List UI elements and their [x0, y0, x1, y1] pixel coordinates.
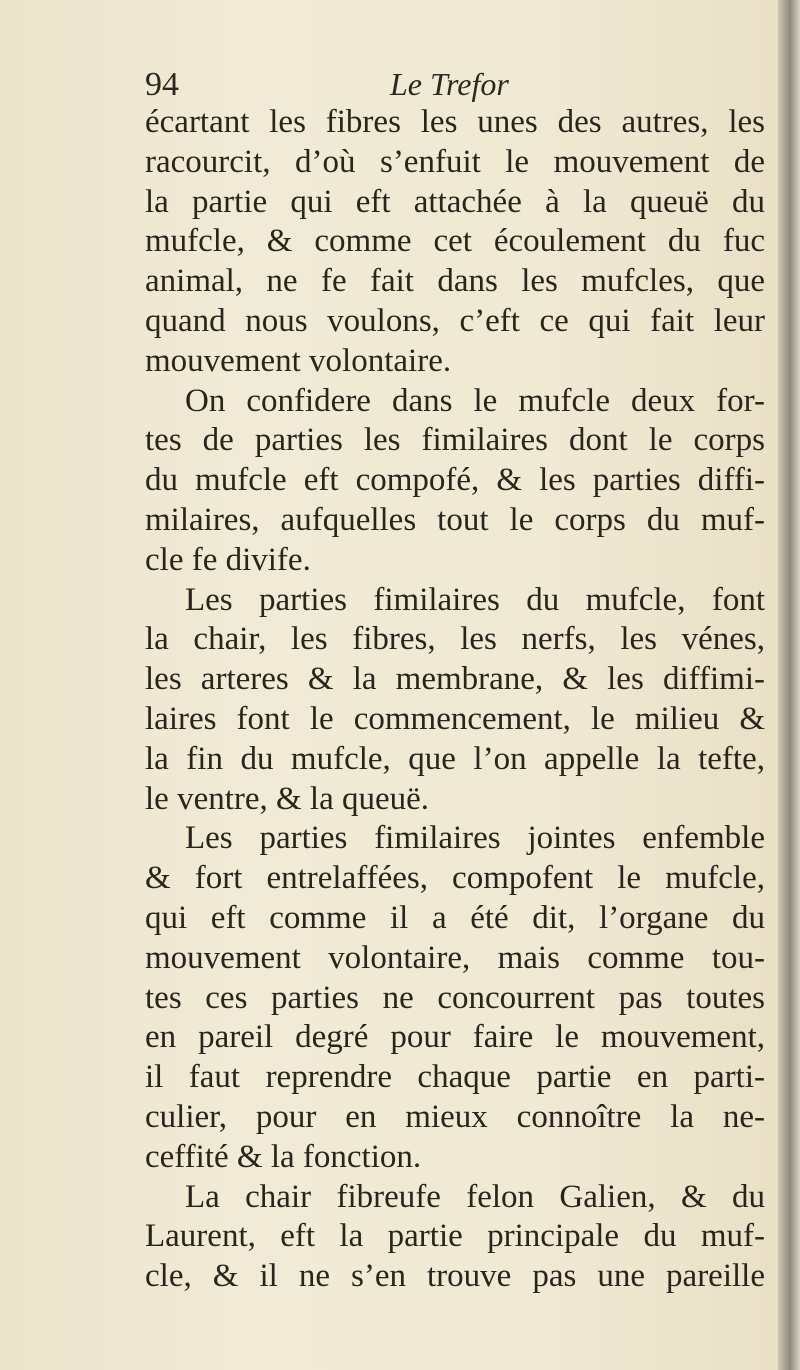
- text-line: les arteres & la membrane, & les diffimi-: [145, 661, 765, 698]
- text-line: mouvement volontaire.: [145, 342, 452, 379]
- text-line: mufcle, & comme cet écoulement du fuc: [145, 223, 765, 260]
- text-line: animal, ne fe fait dans les mufcles, que: [145, 263, 765, 300]
- text-line: On confidere dans le mufcle deux for-: [185, 382, 765, 419]
- text-line: milaires, aufquelles tout le corps du muf-: [145, 501, 765, 538]
- text-line: tes de parties les fimilaires dont le corps: [145, 422, 765, 459]
- text-line: le ventre, & la queuë.: [145, 780, 430, 817]
- text-line: ceffité & la fonction.: [145, 1138, 422, 1175]
- text-line: du mufcle eft compofé, & les parties diffi-: [145, 462, 765, 499]
- book-gutter: [778, 0, 800, 1370]
- text-line: en pareil degré pour faire le mouvement,: [145, 1019, 765, 1056]
- text-line: laires font le commencement, le milieu &: [145, 700, 765, 737]
- text-line: il faut reprendre chaque partie en parti-: [145, 1059, 765, 1096]
- text-line: écartant les fibres les unes des autres, les: [145, 104, 765, 140]
- text-line: cle fe divife.: [145, 541, 311, 578]
- text-line: qui eft comme il a été dit, l’organe du: [145, 899, 765, 936]
- text-line: tes ces parties ne concourrent pas toutes: [145, 979, 765, 1016]
- text-line: la fin du mufcle, que l’on appelle la tefte,: [145, 740, 765, 777]
- text-line: cle, & il ne s’en trouve pas une pareille: [145, 1258, 765, 1295]
- text-line: la chair, les fibres, les nerfs, les vénes,: [145, 621, 765, 658]
- text-line: la partie qui eft attachée à la queuë du: [145, 183, 765, 220]
- running-title: Le Trefor: [390, 66, 509, 102]
- text-line: La chair fibreufe felon Galien, & du: [185, 1178, 765, 1215]
- text-line: Laurent, eft la partie principale du muf-: [145, 1218, 765, 1255]
- text-line: & fort entrelaffées, compofent le mufcle,: [145, 860, 765, 897]
- body-text: [145, 103, 765, 1297]
- text-line: racourcit, d’où s’enfuit le mouvement de: [145, 143, 765, 180]
- text-line: mouvement volontaire, mais comme tou-: [145, 939, 765, 976]
- page-number: 94: [145, 66, 179, 103]
- text-line: Les parties fimilaires jointes enfemble: [185, 820, 765, 857]
- text-line: culier, pour en mieux connoître la ne-: [145, 1098, 765, 1135]
- text-line: quand nous voulons, c’eft ce qui fait leur: [145, 302, 765, 339]
- text-line: Les parties fimilaires du mufcle, font: [185, 581, 765, 618]
